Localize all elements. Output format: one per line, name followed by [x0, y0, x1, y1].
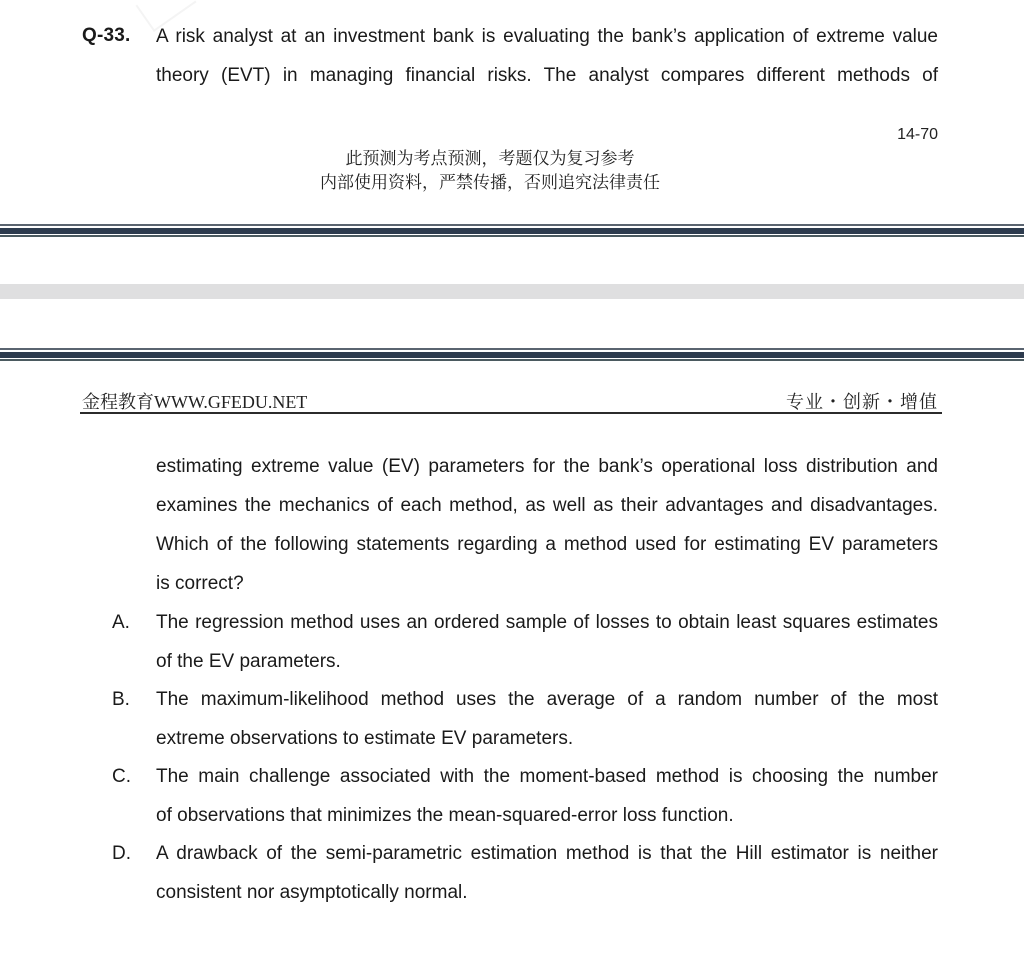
option-text-line: consistent nor asymptotically normal.: [156, 882, 468, 903]
option-text-line: The main challenge associated with the moment-based method is choosing the number: [156, 766, 938, 787]
option-text-line: of the EV parameters.: [156, 651, 341, 672]
option-letter: C.: [112, 766, 131, 787]
question-text-line: theory (EVT) in managing financial risks. The analyst compares different methods of: [156, 65, 938, 86]
footer-notice-line: 此预测为考点预测，考题仅为复习参考: [345, 149, 635, 169]
previous-page-bottom: [0, 0, 1024, 220]
option-text-line: of observations that minimizes the mean-squared-error loss function.: [156, 805, 734, 826]
question-text-line: A risk analyst at an investment bank is evaluating the bank’s application of extreme value: [156, 26, 938, 47]
option-text-line: extreme observations to estimate EV parameters.: [156, 728, 574, 749]
page-separator: [0, 284, 1024, 299]
option-letter: B.: [112, 689, 130, 710]
option-text-line: The regression method uses an ordered sample of losses to obtain least squares estimates: [156, 612, 938, 633]
option-text-line: A drawback of the semi-parametric estimation method is that the Hill estimator is neither: [156, 843, 938, 864]
question-number: Q-33.: [82, 25, 131, 46]
question-text-line: estimating extreme value (EV) parameters for the bank’s operational loss distribution and: [156, 456, 938, 477]
option-letter: A.: [112, 612, 130, 633]
option-text-line: The maximum-likelihood method uses the average of a random number of the most: [156, 689, 938, 710]
footer-notice-line: 内部使用资料，严禁传播，否则追究法律责任: [320, 173, 660, 193]
page-header-rule: [0, 348, 1024, 362]
page-header: [80, 386, 942, 414]
header-slogan: 专业・创新・增值: [786, 392, 938, 412]
option-letter: D.: [112, 843, 131, 864]
page-number: 14-70: [897, 126, 938, 143]
question-text-line: is correct?: [156, 573, 244, 594]
question-text-line: examines the mechanics of each method, as well as their advantages and disadvantages.: [156, 495, 938, 516]
header-brand: 金程教育WWW.GFEDU.NET: [82, 392, 308, 412]
question-text-line: Which of the following statements regarding a method used for estimating EV parameters: [156, 534, 938, 555]
page-footer-rule: [0, 224, 1024, 238]
